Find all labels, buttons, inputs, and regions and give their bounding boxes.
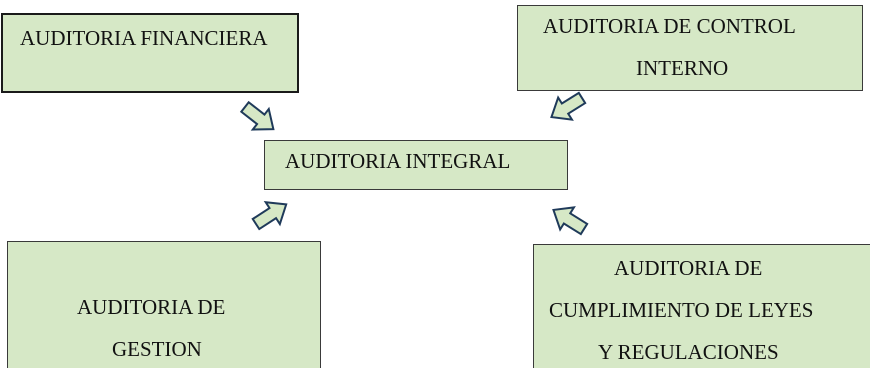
auditoria-cumplimiento-label-line1: AUDITORIA DE (614, 256, 763, 280)
auditoria-gestion-label-line2: GESTION (112, 337, 202, 361)
auditoria-cumplimiento-label-line2: CUMPLIMIENTO DE LEYES (549, 298, 814, 322)
auditoria-gestion-label-line1: AUDITORIA DE (77, 295, 226, 319)
auditoria-control-interno-label-line1: AUDITORIA DE CONTROL (543, 14, 796, 38)
arrow-financiera-to-integral (237, 97, 281, 140)
auditoria-integral-label: AUDITORIA INTEGRAL (285, 149, 511, 173)
auditoria-financiera-label: AUDITORIA FINANCIERA (20, 26, 268, 50)
auditoria-control-interno-label-line2: INTERNO (636, 56, 729, 80)
arrow-icon (547, 199, 591, 240)
auditoria-cumplimiento-label-line3: Y REGULACIONES (598, 340, 779, 364)
arrow-cumplimiento-to-integral (547, 199, 591, 240)
arrow-control-to-integral (545, 87, 589, 128)
arrow-icon (545, 87, 589, 128)
arrow-icon (237, 97, 281, 140)
arrow-icon (249, 193, 293, 234)
arrow-gestion-to-integral (249, 193, 293, 234)
